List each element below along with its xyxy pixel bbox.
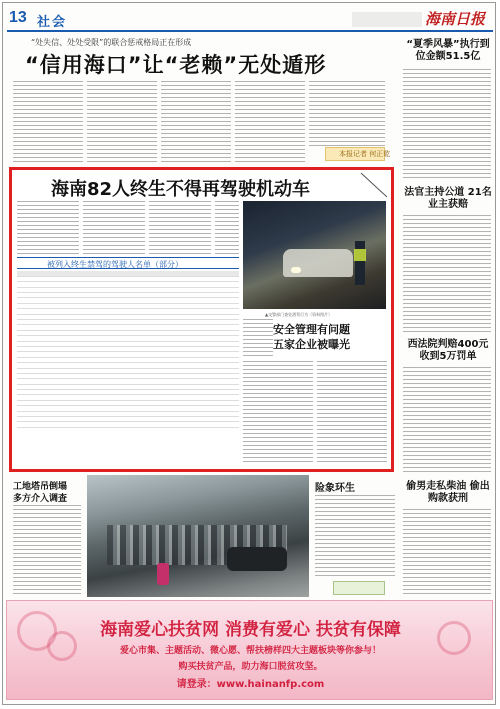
right-column — [401, 37, 493, 597]
police-photo-vest — [354, 249, 366, 261]
lower-mid-body — [315, 495, 395, 579]
lower-left-headline-2: 多方介入调查 — [13, 494, 68, 504]
right-story2-body — [403, 215, 491, 333]
driver-list-table — [17, 271, 239, 451]
table-row — [17, 422, 239, 427]
lead-body-col4 — [235, 81, 305, 163]
police-photo-headlight — [291, 267, 301, 273]
lead-body-col5 — [309, 81, 385, 146]
right-story1-body — [403, 69, 491, 179]
police-photo-officer — [355, 241, 365, 285]
lower-mid-author-badge — [333, 581, 385, 595]
sub-story-body-col2 — [317, 361, 387, 463]
lead-body-col3 — [161, 81, 231, 163]
section-number: 13 — [9, 9, 27, 26]
street-scooter-photo — [87, 475, 309, 597]
ad-line-3: 请登录：www.hainanfp.com — [176, 679, 325, 690]
ad-headline: 海南爱心扶贫网 消费有爱心 扶贫有保障 — [100, 620, 401, 640]
lower-left-body — [13, 505, 81, 597]
feature-headline: 海南82人终生不得再驾驶机动车 — [51, 179, 311, 200]
ad-line-1: 爱心市集、主题活动、微心愿、帮扶榜样四大主题板块等你参与！ — [119, 646, 381, 656]
right-story2-title: 法官主持公道 21名业主获赔 — [404, 187, 492, 210]
lower-mid-headline: 险象环生 — [315, 483, 355, 494]
paper-logo: 海南日报 — [425, 10, 486, 28]
date-block — [352, 12, 422, 27]
feature-body-col2 — [83, 201, 145, 255]
feature-body-col1 — [17, 201, 79, 255]
lead-headline: “信用海口”让“老赖”无处遁形 — [25, 53, 327, 77]
police-photo-caption: ▲交警部门查处酒驾行为（资料图片） — [265, 312, 333, 317]
sub-headline-1: 安全管理有问题 — [273, 323, 350, 336]
right-story3-body — [403, 367, 491, 475]
poverty-relief-ad — [6, 600, 493, 700]
right-story3-title: 西法院判赔400元 收到5万罚单 — [407, 339, 489, 362]
ad-line-2: 购买扶贫产品，助力海口脱贫攻坚。 — [178, 662, 323, 672]
section-name: 社会 — [37, 15, 68, 30]
table-title: 被列入终生禁驾的驾驶人名单（部分） — [47, 260, 183, 269]
lead-kicker: “处失信、处处受限”的联合惩戒格局正在形成 — [31, 38, 192, 47]
feature-body-col4 — [215, 201, 239, 255]
street-photo-scooter — [157, 563, 169, 585]
police-photo — [243, 201, 386, 309]
right-story4-title: 偷男走私柴油 偷出购款获刑 — [406, 481, 490, 504]
right-story4-body — [403, 509, 491, 597]
lower-left-headline-1: 工地塔吊倒塌 — [13, 482, 68, 492]
newspaper-page — [2, 2, 496, 705]
lead-body-col2 — [87, 81, 157, 163]
lead-author: 本报记者 何正乾 — [339, 150, 391, 158]
lead-body-col1 — [13, 81, 83, 163]
section-header — [7, 6, 493, 32]
sub-story-body-col1 — [243, 361, 313, 463]
street-photo-car — [227, 547, 287, 571]
feature-body-col3 — [149, 201, 211, 255]
decorative-slash-line — [359, 171, 389, 201]
sub-headline-2: 五家企业被曝光 — [273, 338, 350, 351]
feature-right-col1 — [243, 319, 273, 359]
right-story1-title: “夏季风暴”执行到位金额51.5亿 — [406, 39, 490, 62]
